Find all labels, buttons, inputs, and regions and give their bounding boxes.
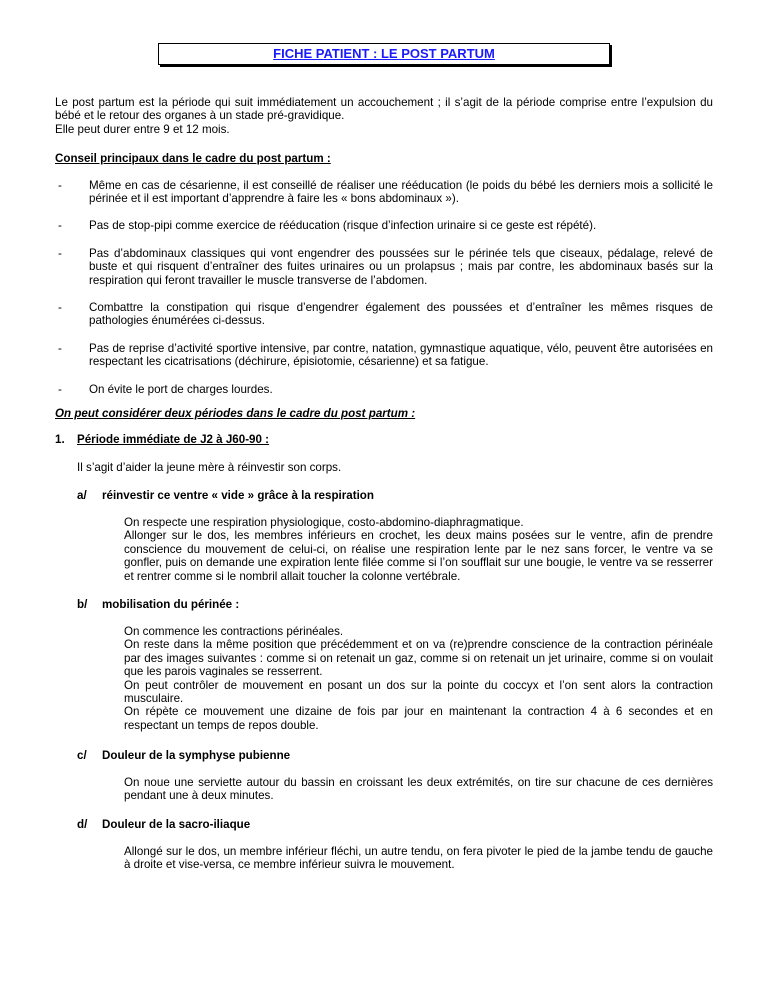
- section-number: 1.: [55, 433, 65, 446]
- conseil-item: [55, 247, 713, 301]
- page-title: FICHE PATIENT : LE POST PARTUM: [158, 43, 610, 65]
- bullet-dash: -: [58, 383, 62, 396]
- subsection-letter: b/: [77, 598, 88, 611]
- subsection-letter: c/: [77, 749, 87, 762]
- bullet-dash: -: [58, 301, 62, 314]
- conseil-item: [55, 301, 713, 342]
- intro-paragraph: Le post partum est la période qui suit immédiatement un accouchement ; il s’agit de la période comprise entre l’expulsion du bébé et le retour des organes à un stade pré-gravidique.: [55, 96, 713, 123]
- subsection-paragraph: On noue une serviette autour du bassin en croissant les deux extrémités, on tire sur chacune de ces dernières pendant une à deux minutes.: [124, 776, 713, 803]
- conseil-text: Pas de reprise d’activité sportive intensive, par contre, natation, gymnastique aquatique, vélo, peuvent être autorisées en respectant les cicatrisations (déchirure, épisiotomie, césarienne) et sa fatigue.: [89, 342, 713, 369]
- conseils-heading: Conseil principaux dans le cadre du post partum :: [55, 152, 331, 165]
- conseil-item: [55, 179, 713, 219]
- conseil-text: Pas de stop-pipi comme exercice de rééducation (risque d’infection urinaire si ce geste est répété).: [89, 219, 597, 232]
- subsection-body: [124, 516, 713, 583]
- subsection-letter: d/: [77, 818, 88, 831]
- conseil-item: [55, 383, 713, 397]
- subsection-body: [124, 845, 713, 872]
- subsection-paragraph: Allongé sur le dos, un membre inférieur fléchi, un autre tendu, on fera pivoter le pied de la jambe tendu de gauche à droite et vise-versa, ce membre inférieur suivra le mouvement.: [124, 845, 713, 872]
- conseil-item: [55, 219, 713, 247]
- section-title: Période immédiate de J2 à J60-90 :: [77, 433, 270, 446]
- subsection-title: Douleur de la symphyse pubienne: [102, 749, 291, 762]
- bullet-dash: -: [58, 247, 62, 260]
- periodes-heading: On peut considérer deux périodes dans le cadre du post partum :: [55, 407, 416, 420]
- subsection-paragraph: On reste dans la même position que précédemment et on va (re)prendre conscience de la contraction périnéale par des images suivantes : comme si on retenait un gaz, comme si on retenait un jet urinaire, comme si on voulait que les parois vaginales se resserrent.: [124, 638, 713, 679]
- conseil-item: [55, 342, 713, 383]
- bullet-dash: -: [58, 219, 62, 232]
- section-intro: Il s’agit d’aider la jeune mère à réinvestir son corps.: [77, 461, 342, 474]
- bullet-dash: -: [58, 342, 62, 355]
- intro-paragraph: Elle peut durer entre 9 et 12 mois.: [55, 122, 230, 136]
- conseil-text: Combattre la constipation qui risque d’engendrer également des poussées et d’entraîner les mêmes risques de pathologies énumérées ci-dessus.: [89, 301, 713, 328]
- intro-block: [55, 96, 713, 136]
- subsection-title: Douleur de la sacro-iliaque: [102, 818, 251, 831]
- subsection-paragraph: On répète ce mouvement une dizaine de fois par jour en maintenant la contraction 4 à 6 secondes et en respectant un temps de repos double.: [124, 705, 713, 732]
- subsection-title: mobilisation du périnée :: [102, 598, 240, 611]
- subsection-letter: a/: [77, 489, 87, 502]
- conseil-text: Même en cas de césarienne, il est conseillé de réaliser une rééducation (le poids du bébé les derniers mois a sollicité le périnée et il est important d’apprendre à faire les « bons abdominaux »).: [89, 179, 713, 206]
- subsection-body: [124, 625, 713, 732]
- conseil-text: On évite le port de charges lourdes.: [89, 383, 273, 396]
- subsection-paragraph: On respecte une respiration physiologique, costo-abdomino-diaphragmatique.: [124, 516, 524, 529]
- subsection-paragraph: Allonger sur le dos, les membres inférieurs en crochet, les deux mains posées sur le ventre, afin de prendre conscience du mouvement de celui-ci, on réalise une respiration lente par le nez sans forcer, le ventre va se gonfler, puis on demande une expiration lente filée comme si l’on soufflait sur une bougie, le ventre va se resserrer et rentrer comme si le nombril allait toucher la colonne vertébrale.: [124, 529, 713, 583]
- conseils-list: [55, 179, 713, 397]
- subsection-title: réinvestir ce ventre « vide » grâce à la respiration: [102, 489, 374, 502]
- subsection-paragraph: On peut contrôler de mouvement en posant un dos sur la pointe du coccyx et l’on sent alors la contraction musculaire.: [124, 678, 713, 706]
- subsection-paragraph: On commence les contractions périnéales.: [124, 625, 344, 638]
- subsection-body: [124, 776, 713, 803]
- conseil-text: Pas d’abdominaux classiques qui vont engendrer des poussées sur le périnée tels que ciseaux, pédalage, relevé de buste et qui risquent d’entraîner des fuites urinaires ou un prolapsus ; mais par contre, les abdominaux basés sur la respiration qui feront travailler le muscle transverse de l’abdomen.: [89, 247, 713, 287]
- bullet-dash: -: [58, 179, 62, 192]
